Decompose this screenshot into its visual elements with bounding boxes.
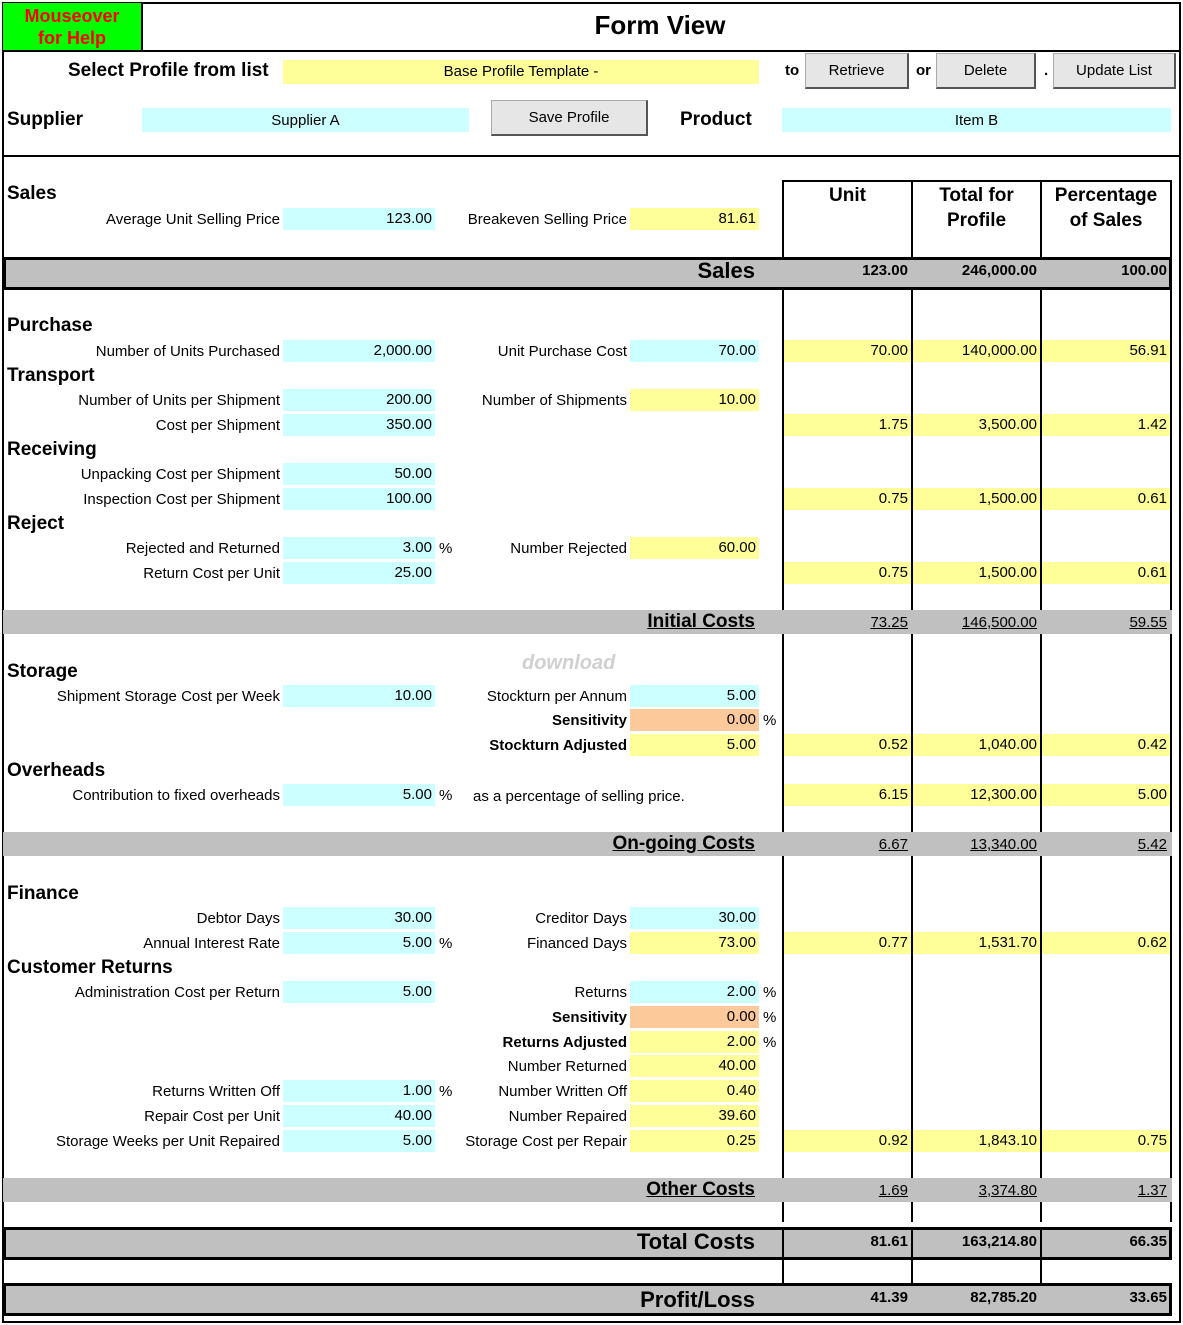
initial-unit: 73.25 [870, 614, 908, 631]
overheads-unit: 6.15 [784, 784, 911, 806]
page-title: Form View [594, 10, 726, 40]
sales-unit: 123.00 [862, 262, 908, 279]
financed-days-value: 73.00 [630, 932, 759, 954]
contribution-pct-sign: % [439, 787, 453, 804]
profit-unit: 41.39 [870, 1289, 908, 1306]
finance-unit: 0.77 [784, 932, 911, 954]
storage-weeks-input[interactable]: 5.00 [283, 1130, 435, 1152]
overheads-section: Overheads [7, 760, 106, 781]
reject-unit: 0.75 [784, 562, 911, 584]
initial-total: 146,500.00 [961, 614, 1037, 631]
avg-price-label: Average Unit Selling Price [106, 211, 280, 228]
reject-pct: 0.61 [1042, 562, 1170, 584]
num-rejected-value: 60.00 [630, 537, 759, 559]
stockturn-input[interactable]: 5.00 [630, 685, 759, 707]
returns-pct: % [763, 984, 777, 1001]
breakeven-value: 81.61 [630, 208, 759, 230]
storage-cost-input[interactable]: 10.00 [283, 685, 435, 707]
returns-section: Customer Returns [7, 957, 173, 978]
ongoing-costs-label: On-going Costs [612, 833, 755, 854]
storage-weeks-label: Storage Weeks per Unit Repaired [55, 1133, 280, 1150]
receiving-pct: 0.61 [1042, 488, 1170, 510]
return-cost-input[interactable]: 25.00 [283, 562, 435, 584]
interest-rate-input[interactable]: 5.00 [283, 932, 435, 954]
ongoing-unit: 6.67 [878, 836, 908, 853]
admin-cost-input[interactable]: 5.00 [283, 981, 435, 1003]
unpacking-input[interactable]: 50.00 [283, 463, 435, 485]
interest-rate-pct: % [439, 935, 453, 952]
sales-pct: 100.00 [1121, 262, 1167, 279]
repair-cost-input[interactable]: 40.00 [283, 1105, 435, 1127]
total-costs-unit: 81.61 [870, 1233, 908, 1250]
receiving-total: 1,500.00 [913, 488, 1040, 510]
overheads-total: 12,300.00 [913, 784, 1040, 806]
col-unit-header: Unit [829, 185, 866, 206]
col-total-header [913, 183, 1040, 233]
other-pct: 1.37 [1137, 1182, 1167, 1199]
admin-cost-label: Administration Cost per Return [74, 984, 280, 1001]
reject-section: Reject [7, 513, 65, 534]
purchase-unit: 70.00 [784, 340, 911, 362]
col-pct-l2: of Sales [1069, 210, 1143, 231]
purchase-total: 140,000.00 [913, 340, 1040, 362]
avg-price-input[interactable]: 123.00 [283, 208, 435, 230]
retrieve-button[interactable]: Retrieve [805, 53, 909, 89]
to-label: to [785, 62, 800, 79]
storage-sensitivity-input[interactable]: 0.00 [630, 709, 759, 731]
storage-pct: 0.42 [1042, 734, 1170, 756]
rejected-input[interactable]: 3.00 [283, 537, 435, 559]
returns-sensitivity-label: Sensitivity [551, 1009, 627, 1026]
help-box[interactable] [3, 3, 143, 50]
storage-cost-repair-label: Storage Cost per Repair [465, 1133, 627, 1150]
save-profile-button[interactable]: Save Profile [491, 100, 648, 136]
transport-total: 3,500.00 [913, 414, 1040, 436]
unpacking-label: Unpacking Cost per Shipment [80, 466, 280, 483]
inspection-label: Inspection Cost per Shipment [83, 491, 280, 508]
help-line2: for Help [37, 28, 106, 48]
total-costs-pct: 66.35 [1129, 1233, 1167, 1250]
cost-per-shipment-label: Cost per Shipment [155, 417, 280, 434]
number-repaired-value: 39.60 [630, 1105, 759, 1127]
rejected-label: Rejected and Returned [125, 540, 280, 557]
storage-unit: 0.52 [784, 734, 911, 756]
finance-section: Finance [7, 883, 79, 904]
col-total-l1: Total for [939, 185, 1014, 206]
supplier-divider [3, 155, 1180, 157]
total-costs-total: 163,214.80 [961, 1233, 1037, 1250]
profile-label: Select Profile from list [68, 60, 269, 81]
number-returned-value: 40.00 [630, 1055, 759, 1077]
initial-costs-label: Initial Costs [647, 611, 755, 632]
col-total-l2: Profile [946, 210, 1007, 231]
storage-cost-label: Shipment Storage Cost per Week [56, 688, 280, 705]
num-rejected-label: Number Rejected [510, 540, 627, 557]
stockturn-label: Stockturn per Annum [486, 688, 627, 705]
returns-sensitivity-pct: % [763, 1009, 777, 1026]
transport-pct: 1.42 [1042, 414, 1170, 436]
col-div-2 [1040, 180, 1042, 1222]
returns-pct-value: 0.75 [1042, 1130, 1170, 1152]
returns-total: 1,843.10 [913, 1130, 1040, 1152]
transport-unit: 1.75 [784, 414, 911, 436]
number-repaired-label: Number Repaired [508, 1108, 627, 1125]
number-returned-label: Number Returned [507, 1058, 627, 1075]
unit-cost-label: Unit Purchase Cost [497, 343, 627, 360]
cost-per-shipment-input[interactable]: 350.00 [283, 414, 435, 436]
debtor-days-input[interactable]: 30.00 [283, 907, 435, 929]
col-div-1 [911, 180, 913, 1222]
finance-pct: 0.62 [1042, 932, 1170, 954]
storage-section: Storage [7, 661, 78, 682]
receiving-section: Receiving [7, 439, 97, 460]
sales-bar-label: Sales [697, 258, 755, 283]
num-shipments-label: Number of Shipments [481, 392, 627, 409]
stockturn-adjusted-value: 5.00 [630, 734, 759, 756]
other-unit: 1.69 [878, 1182, 908, 1199]
units-per-shipment-label: Number of Units per Shipment [78, 392, 280, 409]
returns-label: Returns [574, 984, 627, 1001]
profit-label: Profit/Loss [640, 1287, 755, 1312]
or-label: or [916, 62, 931, 79]
returns-input[interactable]: 2.00 [630, 981, 759, 1003]
other-costs-label: Other Costs [646, 1179, 755, 1200]
receiving-unit: 0.75 [784, 488, 911, 510]
reject-total: 1,500.00 [913, 562, 1040, 584]
written-off-pct: % [439, 1083, 453, 1100]
num-shipments-value: 10.00 [630, 389, 759, 411]
unit-cost-input[interactable]: 70.00 [630, 340, 759, 362]
breakeven-label: Breakeven Selling Price [467, 211, 627, 228]
debtor-days-label: Debtor Days [196, 910, 280, 927]
rejected-pct-sign: % [439, 540, 453, 557]
sales-section: Sales [7, 183, 57, 204]
col-pct-l1: Percentage [1054, 185, 1158, 206]
other-total: 3,374.80 [978, 1182, 1037, 1199]
returns-adjusted-pct: % [763, 1034, 777, 1051]
dot-label: . [1044, 62, 1049, 79]
return-cost-label: Return Cost per Unit [143, 565, 280, 582]
creditor-days-label: Creditor Days [535, 910, 627, 927]
storage-total: 1,040.00 [913, 734, 1040, 756]
ongoing-pct: 5.42 [1137, 836, 1167, 853]
number-written-off-label: Number Written Off [498, 1083, 627, 1100]
overheads-note: as a percentage of selling price. [473, 788, 685, 805]
contribution-label: Contribution to fixed overheads [72, 787, 280, 804]
initial-pct: 59.55 [1129, 614, 1167, 631]
delete-button[interactable]: Delete [936, 53, 1036, 89]
col-div-left [782, 180, 784, 1222]
header-divider [3, 50, 1180, 52]
units-per-shipment-input[interactable]: 200.00 [283, 389, 435, 411]
product-input[interactable]: Item B [782, 108, 1171, 132]
col-div-right [1170, 180, 1172, 1222]
creditor-days-input[interactable]: 30.00 [630, 907, 759, 929]
watermark-logo: download [522, 652, 616, 674]
written-off-input[interactable]: 1.00 [283, 1080, 435, 1102]
returns-adjusted-value: 2.00 [630, 1031, 759, 1053]
purchase-section: Purchase [7, 315, 93, 336]
col-pct-header [1042, 183, 1170, 233]
profile-select[interactable]: Base Profile Template - [283, 60, 759, 84]
supplier-label: Supplier [7, 109, 84, 130]
returns-sensitivity-input[interactable]: 0.00 [630, 1006, 759, 1028]
profit-total: 82,785.20 [970, 1289, 1037, 1306]
interest-rate-label: Annual Interest Rate [143, 935, 280, 952]
number-written-off-value: 0.40 [630, 1080, 759, 1102]
units-purchased-input[interactable]: 2,000.00 [283, 340, 435, 362]
finance-total: 1,531.70 [913, 932, 1040, 954]
ongoing-total: 13,340.00 [970, 836, 1037, 853]
returns-adjusted-label: Returns Adjusted [502, 1034, 627, 1051]
product-label: Product [680, 109, 752, 130]
storage-sensitivity-label: Sensitivity [551, 712, 627, 729]
help-line1: Mouseover [24, 6, 120, 26]
storage-sensitivity-pct: % [763, 712, 777, 729]
units-purchased-label: Number of Units Purchased [95, 343, 280, 360]
overheads-pct: 5.00 [1042, 784, 1170, 806]
sales-total: 246,000.00 [961, 262, 1037, 279]
financed-days-label: Financed Days [526, 935, 627, 952]
repair-cost-label: Repair Cost per Unit [144, 1108, 280, 1125]
purchase-pct: 56.91 [1042, 340, 1170, 362]
update-list-button[interactable]: Update List [1053, 53, 1176, 89]
stockturn-adjusted-label: Stockturn Adjusted [489, 737, 627, 754]
inspection-input[interactable]: 100.00 [283, 488, 435, 510]
total-costs-label: Total Costs [636, 1229, 755, 1254]
supplier-input[interactable]: Supplier A [142, 108, 469, 132]
written-off-label: Returns Written Off [152, 1083, 280, 1100]
returns-unit: 0.92 [784, 1130, 911, 1152]
profit-pct: 33.65 [1129, 1289, 1167, 1306]
transport-section: Transport [7, 365, 95, 386]
contribution-input[interactable]: 5.00 [283, 784, 435, 806]
storage-cost-repair-value: 0.25 [630, 1130, 759, 1152]
